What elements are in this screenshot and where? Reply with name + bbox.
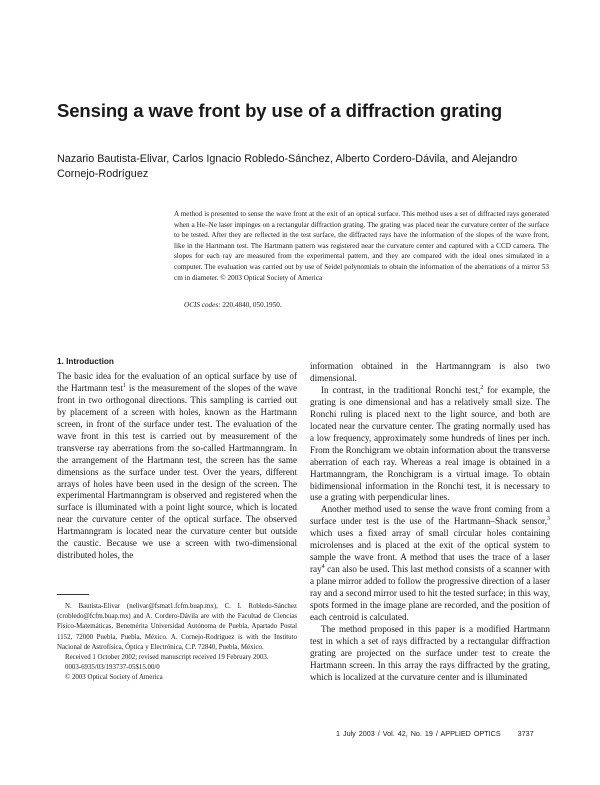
text-span: Another method used to sense the wave front coming from a surface under test is the use of the Hartmann–Shack sensor, [310,504,550,527]
journal-citation: 1 July 2003 / Vol. 42, No. 19 / APPLIED OPTICS [336,729,501,738]
text-span: is the measurement of the slopes of the wave front in two orthogonal directions. This sampling is carried out by placement of a screen with holes, known as the Hartmann screen, in front of the surface under test. The evaluation of the wave front in this test is carried out by measurement of the transverse ray aberrations from the so-called Hartmanngram. In the arrangement of the Hartmann test, the screen has the same dimensions as the surface under test. Over the years, different arrays of holes have been used in the design of the screen. The experimental Hartmanngram is observed and registered when the surface is illuminated with a point light source, which is located near the curvature center of the optical surface. The observed Hartmanngram is located near the curvature center but outside the caustic. Because we use a screen with two-dimensional distributed holes, the [57,382,297,561]
author-list: Nazario Bautista-Elivar, Carlos Ignacio Robledo-Sánchez, Alberto Cordero-Dávila, and Alejandro Cornejo-Rodríguez [57,153,518,180]
footnote-issn: 0003-6935/03/193737-05$15.00/0 [65,664,160,672]
abstract: A method is presented to sense the wave front at the exit of an optical surface. This method uses a set of diffracted rays generated when a He–Ne laser impinges on a rectangular diffraction grating. The grating was placed near the curvature center of the surface to be tested. After they are reflected in the test surface, the diffracted rays have the information of the slopes of the wave front, like in the Hartmann test. The Hartmann pattern was registered near the curvature center and captured with a CCD camera. The slopes for each ray are measured from the experimental pattern, and they are compared with the ideal ones simulated in a computer. The evaluation was carried out by use of Seidel polynomials to obtain the information of the aberrations of a mirror 53 cm in diameter. © 2003 Optical Society of America [174,210,549,282]
ocis-codes [184,300,484,310]
page-number: 3737 [517,729,534,738]
paper-title: Sensing a wave front by use of a diffraction grating [57,100,503,121]
intro-paragraph-hartmann-shack [310,504,550,624]
page-footer [336,729,556,738]
text-span: The basic idea for the evaluation of an optical surface by use of the Hartmann test [57,370,297,393]
citation-marker: 2 [480,384,484,391]
text-span: In contrast, in the traditional Ronchi test, [321,384,481,395]
footnote-copyright: © 2003 Optical Society of America [65,674,163,682]
text-span: which uses a fixed array of small circular holes containing microlenses and is placed at the exit of the optical system to sample the wave front. A method that uses the trace of a laser ray [310,528,550,575]
ocis-label: OCIS codes: [184,301,221,309]
left-column [57,356,297,562]
footnote [57,602,297,684]
citation-marker: 3 [547,516,550,523]
footnote-affiliation: N. Bautista-Elivar (nelivar@fsmat1.fcfm.buap.mx), C. I. Robledo-Sánchez (crobledo@fcfm.buap.mx) and A. Cordero-Dávila are with the Facultad de Ciencias Físico-Matemáticas, Benemérita Universidad Autónoma de Puebla, Apartado Postal 1152, 72000 Puebla, Puebla, México. A. Cornejo-Rodríguez is with the Instituto Nacional de Astrofísica, Óptica y Electrónica, C.P. 72840, Puebla, México. [57,603,297,651]
footnote-divider [57,594,89,595]
citation-marker: 4 [321,564,325,571]
intro-paragraph-1 [57,371,297,562]
text-span: can also be used. This last method consists of a scanner with a plane mirror added to follow the progressive direction of a laser ray and a second mirror used to hit the tested surface; in this way, spots formed in the image plane are recorded, and the position of each centroid is calculated. [310,564,550,623]
right-column [310,361,550,684]
text-span: for example, the grating is one dimensional and has a relatively small size. The Ronchi ruling is placed next to the light source, and both are located near the curvature center. The grating normally used has a low frequency, approximately some hundreds of lines per inch. From the Ronchigram we obtain information about the transverse aberration of each ray. Whereas a real image is obtained in a Hartmanngram, the Ronchigram is a virtual image. To obtain bidimensional information in the Ronchi test, it is necessary to use a grating with perpendicular lines. [310,384,551,503]
ocis-values: 220.4840, 050.1950. [222,301,282,309]
section-heading-introduction: 1. Introduction [57,357,114,366]
intro-paragraph-ronchi [310,385,550,505]
intro-paragraph-proposed-method: The method proposed in this paper is a modified Hartmann test in which a set of rays diffracted by a rectangular diffraction grating are projected on the surface under test to create the Hartmann screen. In this array the rays diffracted by the grating, which is localized at the curvature center and is illuminated [310,623,550,682]
footnote-received: Received 1 October 2002; revised manuscript received 19 February 2003. [65,654,269,662]
citation-marker: 1 [123,382,126,389]
intro-paragraph-continued: information obtained in the Hartmanngram is also two dimensional. [310,361,550,383]
